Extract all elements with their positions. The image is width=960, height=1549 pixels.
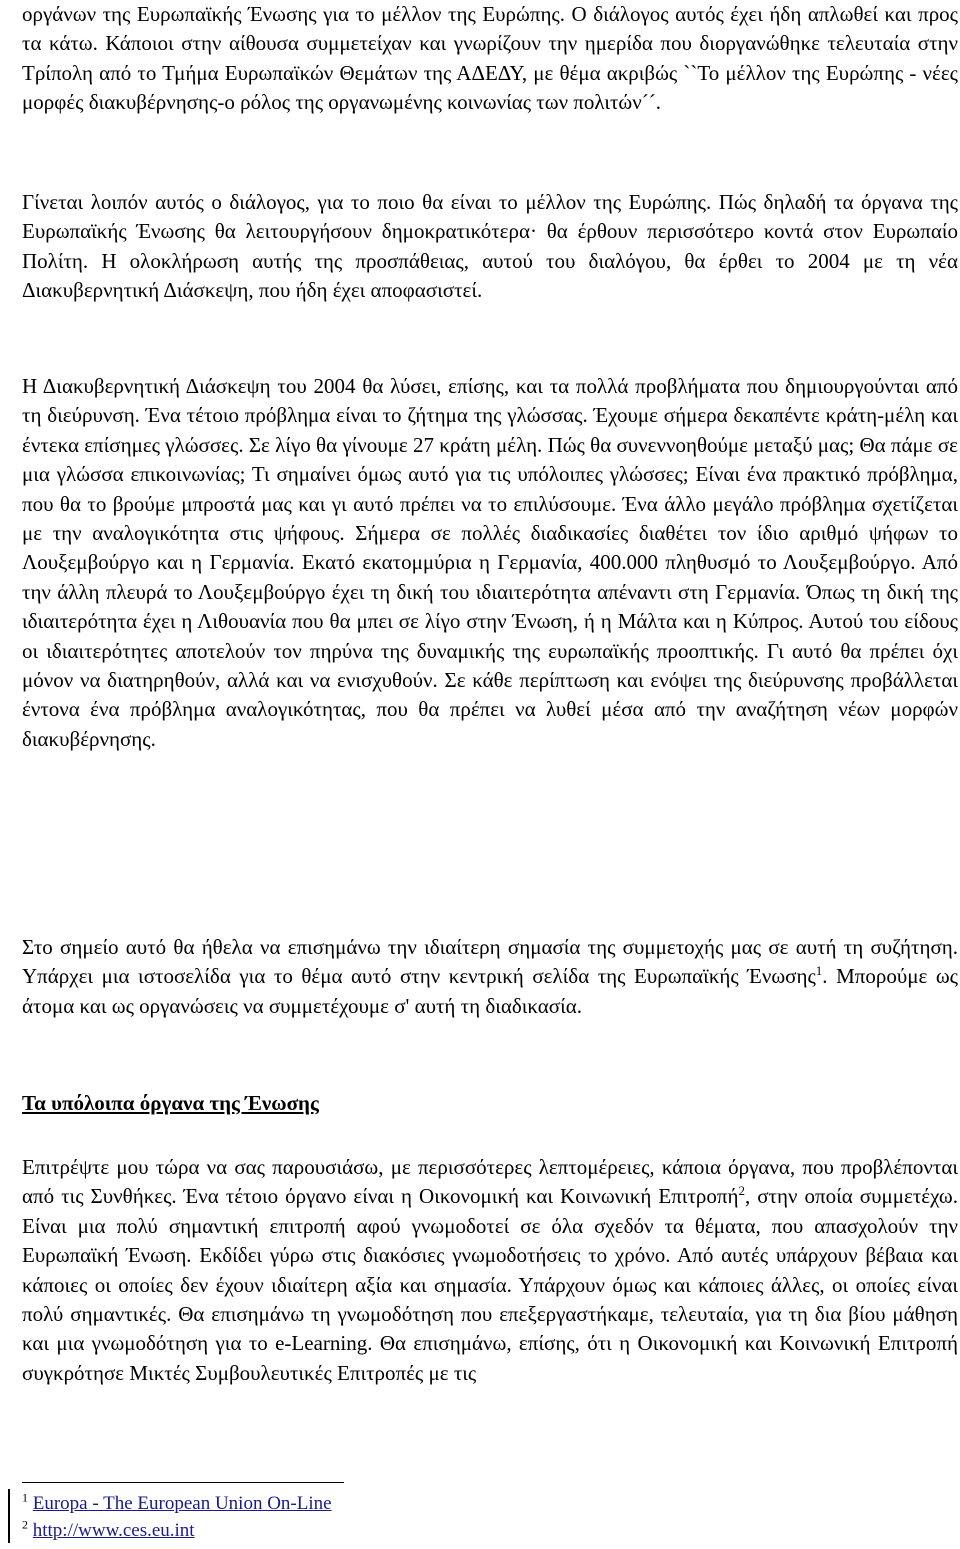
paragraph-2: Γίνεται λοιπόν αυτός ο διάλογος, για το ποιο θα είναι το μέλλον της Ευρώπης. Πώς δηλαδή τα όργανα της Ευρωπαϊκής Ένωσης θα λειτουργήσουν δημοκρατικότερα· θα έρθουν περισσότερο κοντά στον Ευρωπαίο Πολίτη. Η ολοκλήρωση αυτής της προσπάθειας, αυτού του διαλόγου, θα έρθει το 2004 με τη νέα Διακυβερνητική Διάσκεψη, που ήδη έχει αποφασιστεί. [22,190,958,303]
paragraph-5-text: Επιτρέψτε μου τώρα να σας παρουσιάσω, με περισσότερες λεπτομέρειες, κάποια όργανα, που προβλέπονται από τις Συνθήκες. Ένα τέτοιο όργανο είναι η Οικονομική και Κοινωνική Επιτροπή [22,1155,958,1209]
paragraph-4 [22,933,958,1021]
footnote-number: 2 [22,1517,28,1532]
footnote-link[interactable]: http://www.ces.eu.int [32,1520,195,1541]
footnote-link[interactable]: Europa - The European Union On-Line [32,1493,332,1514]
paragraph-4-text: Στο σημείο αυτό θα ήθελα να επισημάνω την ιδιαίτερη σημασία της συμμετοχής μας σε αυτή τη συζήτηση. Υπάρχει μια ιστοσελίδα για το θέμα αυτό στην κεντρική σελίδα της Ευρωπαϊκής Ένωσης [22,935,958,989]
paragraph-5-text-cont: , στην οποία συμμετέχω. Είναι μια πολύ σημαντική επιτροπή αφού γνωμοδοτεί σε όλα σχεδόν τα θέματα, που απασχολούν την Ευρωπαϊκή Ένωση. Εκδίδει γύρω στις διακόσιες γνωμοδοτήσεις το χρόνο. Από αυτές υπάρχουν βέβαια και κάποιες οι οποίες δεν έχουν ιδιαίτερη αξία και σημασία. Υπάρχουν όμως και κάποιες άλλες, οι οποίες είναι πολύ σημαντικές. Θα επισημάνω τη γνωμοδότηση που επεξεργαστήκαμε, τελευταία, για τη δια βίου μάθηση και μια γνωμοδότηση για το e-Learning. Θα επισημάνω, επίσης, ότι η Οικονομική και Κοινωνική Επιτροπή συγκρότησε Μικτές Συμβουλευτικές Επιτροπές με τις [22,1184,959,1385]
paragraph-5 [22,1153,958,1388]
footnote-2 [22,1517,332,1544]
paragraph-3: Η Διακυβερνητική Διάσκεψη του 2004 θα λύσει, επίσης, και τα πολλά προβλήματα που δημιουργούνται από τη διεύρυνση. Ένα τέτοιο πρόβλημα είναι το ζήτημα της γλώσσας. Έχουμε σήμερα δεκαπέντε κράτη-μέλη και έντεκα επίσημες γλώσσες. Σε λίγο θα γίνουμε 27 κράτη μέλη. Πώς θα συνεννοηθούμε μεταξύ μας; Θα πάμε σε μια γλώσσα επικοινωνίας; Τι σημαίνει όμως αυτό για τις υπόλοιπες γλώσσες; Είναι ένα πρακτικό πρόβλημα, που θα το βρούμε μπροστά μας και γι αυτό πρέπει να το επιλύσουμε. Ένα άλλο μεγάλο πρόβλημα σχετίζεται με την αναλογικότητα στις ψήφους. Σήμερα σε πολλές διαδικασίες διαθέτει τον ίδιο αριθμό ψήφων το Λουξεμβούργο και η Γερμανία. Εκατό εκατομμύρια η Γερμανία, 400.000 πληθυσμό το Λουξεμβούργο. Από την άλλη πλευρά το Λουξεμβούργο έχει τη δική του ιδιαιτερότητα απέναντι στη Γερμανία. Όπως τη δική της ιδιαιτερότητα έχει η Λιθουανία που θα μπει σε λίγο στην Ένωση, ή η Μάλτα και η Κύπρος. Αυτού του είδους οι ιδιαιτερότητες αποτελούν τον πηρύνα της δυναμικής της ευρωπαϊκής προοπτικής. Γι αυτό θα πρέπει όχι μόνον να διατηρηθούν, αλλά και να ενισχυθούν. Σε κάθε περίπτωση και ενόψει της διεύρυνσης προβάλλεται έντονα ένα πρόβλημα αναλογικότητας, που θα πρέπει να λυθεί μέσα από την αναζήτηση νέων μορφών διακυβέρνησης. [22,374,958,751]
footnotes [22,1490,332,1544]
footnote-ref-2[interactable]: 2 [738,1183,745,1199]
footnote-1 [22,1490,332,1517]
paragraph-1: οργάνων της Ευρωπαϊκής Ένωσης για το μέλλον της Ευρώπης. Ο διάλογος αυτός έχει ήδη απλωθεί και προς τα κάτω. Κάποιοι στην αίθουσα συμμετείχαν και γνωρίζουν την ημερίδα που διοργανώθηκε τελευταία στην Τρίπολη από το Τμήμα Ευρωπαϊκών Θεμάτων της ΑΔΕΔΥ, με θέμα ακριβώς ``Το μέλλον της Ευρώπης - νέες μορφές διακυβέρνησης-ο ρόλος της οργανωμένης κοινωνίας των πολιτών´´. [22,2,958,115]
footnote-ref-1[interactable]: 1 [815,963,823,979]
footnote-number: 1 [22,1490,28,1505]
section-heading: Τα υπόλοιπα όργανα της Ένωσης [22,1091,319,1115]
footnote-separator [22,1482,344,1483]
margin-bar [8,1489,10,1543]
paragraph-4-text-cont: . Μπορούμε ως άτομα και ως οργανώσεις να συμμετέχουμε σ' αυτή τη διαδικασία. [22,964,958,1018]
